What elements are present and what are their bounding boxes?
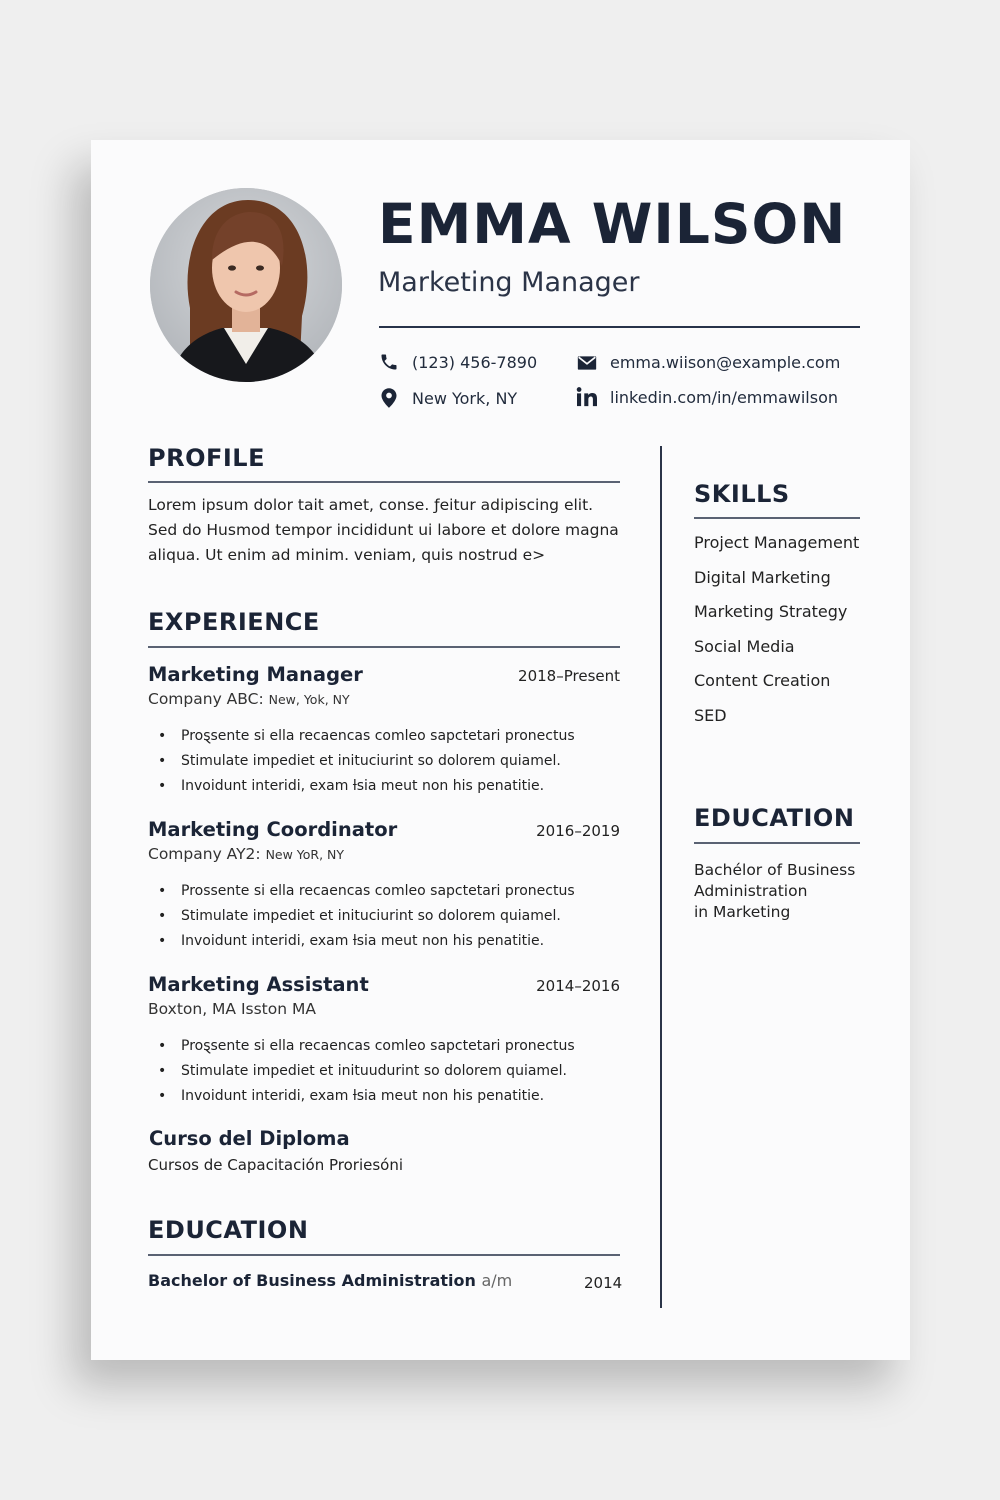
degree-suffix: a/m xyxy=(481,1271,513,1290)
list-item: • Proȿsente si ella recaencas comleo sapctetari pronectus xyxy=(148,724,620,749)
skill-item: Digital Marketing xyxy=(694,567,831,587)
skill-item: Marketing Strategy xyxy=(694,602,848,622)
sidebar-education-heading: EDUCATION xyxy=(694,804,855,832)
profile-photo xyxy=(150,188,342,382)
skill-item: Project Management xyxy=(694,533,860,552)
list-item: • Proȿsente si ella recaencas comleo sapctetari pronectus xyxy=(148,1034,620,1059)
header-divider xyxy=(379,326,860,328)
contact-linkedin xyxy=(576,387,838,407)
education-degree xyxy=(148,1271,512,1290)
job-dates: 2018–Present xyxy=(518,667,620,685)
course-title: Curso del Diploma xyxy=(149,1127,350,1150)
linkedin-icon xyxy=(576,387,598,407)
linkedin-link[interactable]: linkedin.com/in/emmawilson xyxy=(610,387,838,407)
degree-name: Bachelor of Business Administration xyxy=(148,1271,476,1290)
contact-phone xyxy=(378,352,537,372)
course-subtitle: Cursos de Capacitación Proriesóni xyxy=(148,1156,403,1174)
location-text: New York, NY xyxy=(412,388,518,408)
job-dates: 2014–2016 xyxy=(536,977,620,995)
list-item: • Stimulate impediet et inituciurint so dolorem quiamel. xyxy=(148,749,620,774)
education-year: 2014 xyxy=(584,1274,623,1292)
skill-item: Social Media xyxy=(694,636,795,656)
experience-entry xyxy=(148,818,620,954)
experience-heading: EXPERIENCE xyxy=(148,608,320,636)
envelope-icon xyxy=(576,355,598,371)
sidebar-education-line: Bachélor of Business xyxy=(694,861,856,879)
contact-location xyxy=(378,387,517,409)
list-item: • Stimulate impediet et inituudurint so dolorem quiamel. xyxy=(148,1059,620,1084)
candidate-name: EMMA WILSON xyxy=(378,192,847,256)
job-title: Marketing Coordinator xyxy=(148,818,398,841)
phone-text: (123) 456-7890 xyxy=(412,352,538,372)
list-item: • Stimulate impediet et inituciurint so dolorem quiamel. xyxy=(148,904,620,929)
sidebar-education-text xyxy=(694,860,864,923)
profile-heading: PROFILE xyxy=(148,444,265,472)
job-company xyxy=(148,690,620,708)
experience-divider xyxy=(148,646,620,648)
skill-item: SED xyxy=(694,705,727,725)
company-name: Boxton, MA Isston MA xyxy=(148,1000,316,1018)
company-name: Company AY2: xyxy=(148,845,261,863)
job-dates: 2016–2019 xyxy=(536,822,620,840)
column-divider xyxy=(660,446,662,1308)
education-heading: EDUCATION xyxy=(148,1216,309,1244)
list-item: • Invoidunt interidi, exam ƚsia meut non his penatitie. xyxy=(148,929,620,954)
job-bullets xyxy=(148,1034,620,1109)
job-title: Marketing Assistant xyxy=(148,973,369,996)
sidebar-education-line: Administration xyxy=(694,882,808,900)
contact-email xyxy=(576,353,840,372)
list-item: • Prossente si ella recaencas comleo sapctetari pronectus xyxy=(148,879,620,904)
job-title: Marketing Manager xyxy=(148,663,363,686)
skill-item: Content Creation xyxy=(694,671,831,691)
email-link[interactable]: emma.wiison@example.com xyxy=(610,353,841,372)
location-pin-icon xyxy=(378,387,400,409)
list-item: • Invoidunt interidi, exam ƚsia meut non his penatitie. xyxy=(148,1084,620,1109)
profile-summary: Lorem ipsum dolor tait amet, conse. ƒeitur adipiscing elit. Sed do Husmod tempor incididunt ui labore et dolore magna aliqua. Ut enim ad minim. veniam, quis nostrud e> xyxy=(148,496,619,564)
education-divider xyxy=(148,1254,620,1256)
company-location: New YoR, NY xyxy=(265,847,345,862)
skills-heading: SKILLS xyxy=(694,480,790,508)
job-bullets xyxy=(148,724,620,799)
job-bullets xyxy=(148,879,620,954)
skills-list xyxy=(694,533,859,741)
candidate-title: Marketing Manager xyxy=(378,267,640,298)
profile-divider xyxy=(148,481,620,483)
sidebar-education-divider xyxy=(694,842,860,844)
company-location: New, Yok, NY xyxy=(268,692,350,707)
job-company xyxy=(148,1000,620,1018)
experience-entry xyxy=(148,663,620,799)
resume-sheet xyxy=(91,140,910,1360)
experience-entry xyxy=(148,973,620,1109)
sidebar-education-line: in Marketing xyxy=(694,903,791,921)
phone-icon xyxy=(378,352,400,372)
skills-divider xyxy=(694,517,860,519)
list-item: • Invoidunt interidi, exam ƚsia meut non his penatitie. xyxy=(148,774,620,799)
job-company xyxy=(148,845,620,863)
profile-photo-illustration xyxy=(150,188,342,382)
company-name: Company ABC: xyxy=(148,690,264,708)
